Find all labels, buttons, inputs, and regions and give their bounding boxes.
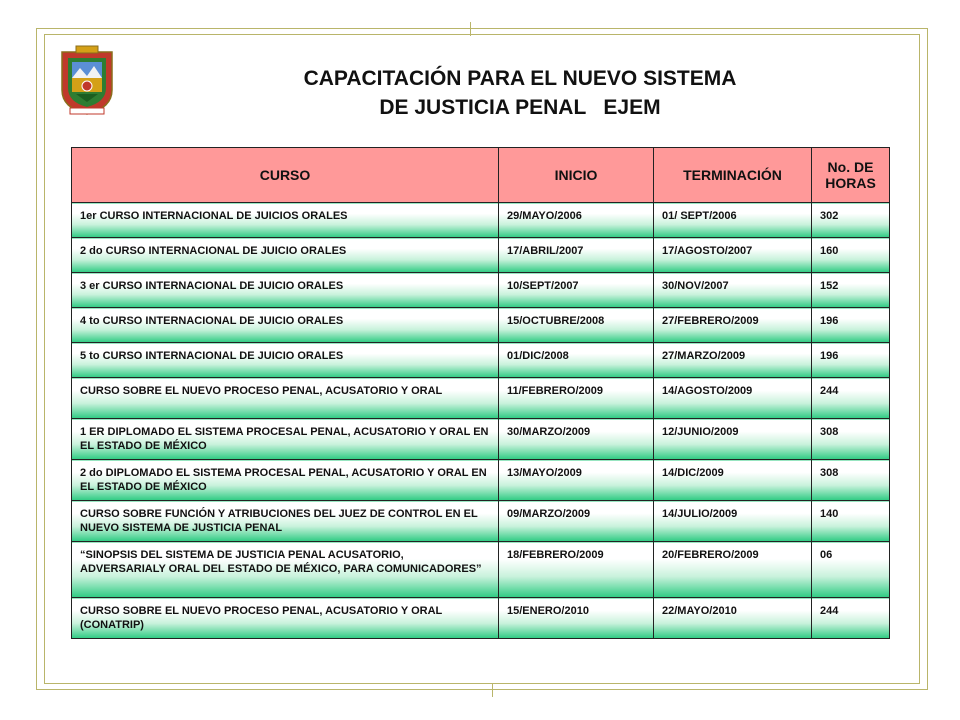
cell-curso: 5 to CURSO INTERNACIONAL DE JUICIO ORALES [72, 343, 499, 378]
cell-horas: 140 [812, 501, 890, 542]
cell-curso: CURSO SOBRE FUNCIÓN Y ATRIBUCIONES DEL JUEZ DE CONTROL EN EL NUEVO SISTEMA DE JUSTICIA PENAL [72, 501, 499, 542]
table-row [72, 238, 890, 273]
frame-right-line-inner [919, 34, 920, 684]
cell-termino: 27/FEBRERO/2009 [654, 308, 812, 343]
cell-termino: 22/MAYO/2010 [654, 598, 812, 639]
frame-bottom-notch [492, 683, 493, 697]
title-line-2: DE JUSTICIA PENAL EJEM [379, 96, 661, 119]
cell-curso: 3 er CURSO INTERNACIONAL DE JUICIO ORALES [72, 273, 499, 308]
frame-top-notch [470, 22, 471, 36]
frame-top-line-inner [44, 34, 920, 35]
cell-inicio: 29/MAYO/2006 [499, 203, 654, 238]
frame-right-line [927, 28, 928, 690]
cell-inicio: 09/MARZO/2009 [499, 501, 654, 542]
header-terminacion: TERMINACIÓN [654, 148, 812, 203]
cell-horas: 244 [812, 598, 890, 639]
cell-curso: 2 do CURSO INTERNACIONAL DE JUICIO ORALES [72, 238, 499, 273]
frame-left-line-inner [44, 34, 45, 684]
cell-horas: 152 [812, 273, 890, 308]
cell-horas: 308 [812, 460, 890, 501]
cell-inicio: 18/FEBRERO/2009 [499, 542, 654, 598]
header-horas: No. DE HORAS [812, 148, 890, 203]
cell-termino: 20/FEBRERO/2009 [654, 542, 812, 598]
cell-termino: 27/MARZO/2009 [654, 343, 812, 378]
table-header-row [72, 148, 890, 203]
header-inicio: INICIO [499, 148, 654, 203]
cell-inicio: 15/OCTUBRE/2008 [499, 308, 654, 343]
cell-termino: 14/AGOSTO/2009 [654, 378, 812, 419]
cell-curso: 1 ER DIPLOMADO EL SISTEMA PROCESAL PENAL, ACUSATORIO Y ORAL EN EL ESTADO DE MÉXICO [72, 419, 499, 460]
cell-inicio: 13/MAYO/2009 [499, 460, 654, 501]
table-row [72, 460, 890, 501]
cell-horas: 196 [812, 343, 890, 378]
cell-curso: 1er CURSO INTERNACIONAL DE JUICIOS ORALES [72, 203, 499, 238]
cell-inicio: 11/FEBRERO/2009 [499, 378, 654, 419]
courses-table [71, 147, 890, 639]
cell-termino: 30/NOV/2007 [654, 273, 812, 308]
cell-horas: 06 [812, 542, 890, 598]
frame-bottom-line-inner [44, 683, 920, 684]
cell-horas: 302 [812, 203, 890, 238]
cell-termino: 14/JULIO/2009 [654, 501, 812, 542]
cell-horas: 308 [812, 419, 890, 460]
cell-inicio: 17/ABRIL/2007 [499, 238, 654, 273]
cell-curso: “SINOPSIS DEL SISTEMA DE JUSTICIA PENAL ACUSATORIO, ADVERSARIALY ORAL DEL ESTADO DE MÉXICO, PARA COMUNICADORES” [72, 542, 499, 598]
table-row [72, 598, 890, 639]
table-row [72, 378, 890, 419]
cell-termino: 17/AGOSTO/2007 [654, 238, 812, 273]
cell-curso: CURSO SOBRE EL NUEVO PROCESO PENAL, ACUSATORIO Y ORAL [72, 378, 499, 419]
cell-horas: 196 [812, 308, 890, 343]
cell-inicio: 15/ENERO/2010 [499, 598, 654, 639]
table-row [72, 308, 890, 343]
cell-curso: CURSO SOBRE EL NUEVO PROCESO PENAL, ACUSATORIO Y ORAL (CONATRIP) [72, 598, 499, 639]
cell-curso: 2 do DIPLOMADO EL SISTEMA PROCESAL PENAL, ACUSATORIO Y ORAL EN EL ESTADO DE MÉXICO [72, 460, 499, 501]
state-coat-of-arms-icon [56, 44, 118, 116]
cell-horas: 244 [812, 378, 890, 419]
cell-horas: 160 [812, 238, 890, 273]
cell-inicio: 10/SEPT/2007 [499, 273, 654, 308]
title-line-1: CAPACITACIÓN PARA EL NUEVO SISTEMA [303, 67, 737, 90]
cell-curso: 4 to CURSO INTERNACIONAL DE JUICIO ORALES [72, 308, 499, 343]
frame-left-line [36, 28, 37, 690]
frame-top-line [36, 28, 928, 29]
table-row [72, 542, 890, 598]
table-row [72, 343, 890, 378]
cell-inicio: 30/MARZO/2009 [499, 419, 654, 460]
table-row [72, 419, 890, 460]
logo [56, 44, 118, 116]
page-title [180, 64, 860, 122]
frame-bottom-line [36, 689, 928, 690]
cell-inicio: 01/DIC/2008 [499, 343, 654, 378]
table-row [72, 273, 890, 308]
cell-termino: 14/DIC/2009 [654, 460, 812, 501]
table-row [72, 501, 890, 542]
table-row [72, 203, 890, 238]
cell-termino: 01/ SEPT/2006 [654, 203, 812, 238]
cell-termino: 12/JUNIO/2009 [654, 419, 812, 460]
header-curso: CURSO [72, 148, 499, 203]
